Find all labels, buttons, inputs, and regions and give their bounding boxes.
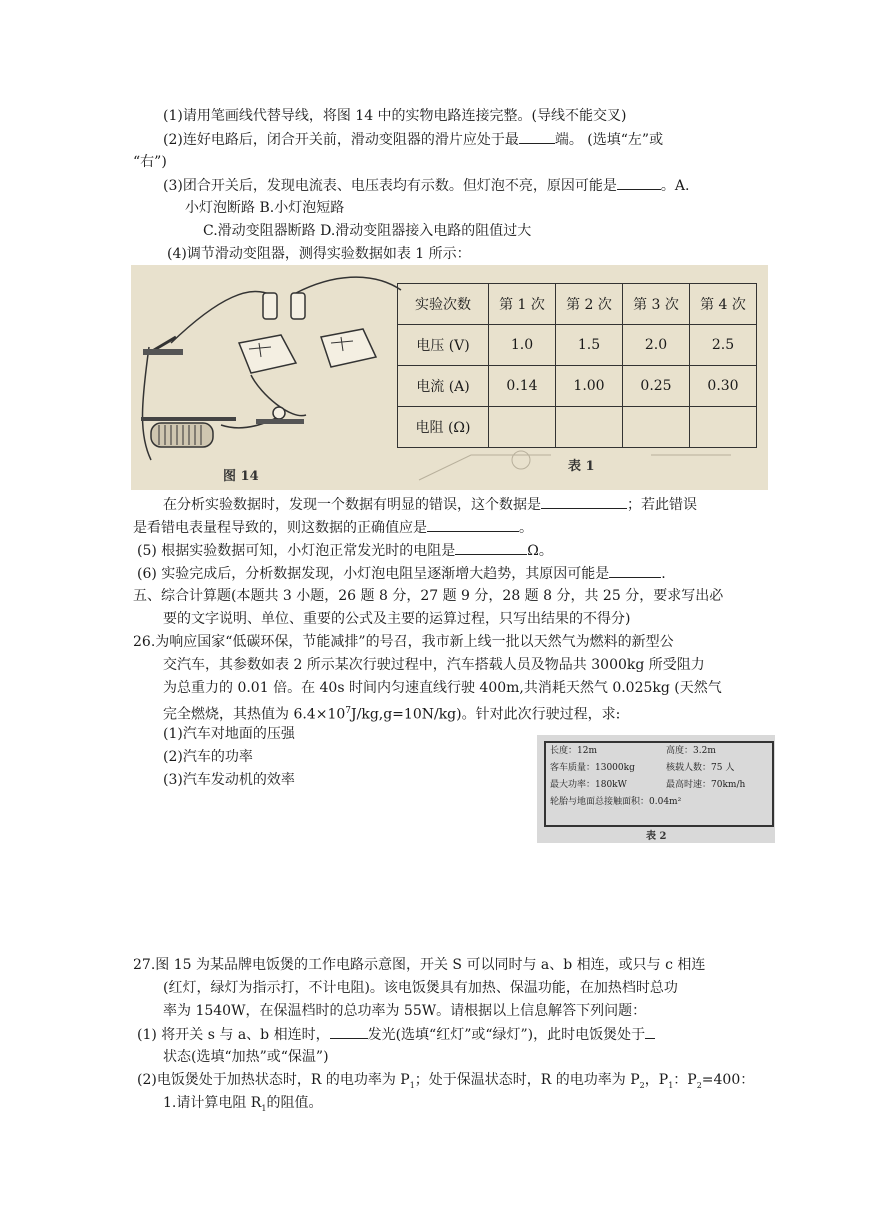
q4-correct-blank[interactable] [427, 517, 519, 532]
q5-text [137, 540, 553, 561]
q3-options-ab: 小灯泡断路 B.小灯泡短路 [185, 200, 345, 216]
q27-state-blank[interactable] [645, 1024, 655, 1039]
table-2-height: 高度：3.2m [666, 746, 716, 756]
q27-part-1a: (1) 将开关 s 与 a、b 相连时， [137, 1027, 330, 1043]
q3-text-b: 。A. [660, 178, 690, 194]
figure-14-photo [131, 265, 768, 490]
subscript: 2 [639, 1080, 645, 1090]
table-2-box [544, 741, 774, 827]
q26-text-4b: J/kg,g=10N/kg)。针对此次行驶过程，求: [351, 706, 621, 723]
table-row-label: 电压 (V) [398, 325, 489, 366]
table-header-cell: 第 2 次 [556, 284, 623, 325]
q27-part-2b: ；处于保温状态时，R 的电功率为 P [414, 1072, 640, 1088]
figure-14-caption: 图 14 [223, 469, 259, 484]
q1-text: (1)请用笔画线代替导线，将图 14 中的实物电路连接完整。(导线不能交叉) [163, 108, 627, 124]
table-2-mass: 客车质量：13000kg [550, 763, 635, 773]
q4-analysis-b: ；若此错误 [627, 497, 697, 513]
table-row-label: 电阻 (Ω) [398, 407, 489, 448]
subscript: 1 [409, 1080, 415, 1090]
q26-text-3: 为总重力的 0.01 倍。在 40s 时间内匀速直线行驶 400m,共消耗天然气 0.025kg (天然气 [163, 680, 722, 696]
table-row [398, 325, 757, 366]
table-2-caption: 表 2 [646, 831, 667, 842]
section-5-heading: 五、综合计算题(本题共 3 小题，26 题 8 分，27 题 9 分，28 题 8 分，共 25 分，要求写出必 [133, 588, 724, 604]
table-row [398, 284, 757, 325]
table-row [398, 366, 757, 407]
rheostat-icon [151, 423, 213, 447]
q2-blank[interactable] [519, 129, 555, 144]
q3-text [163, 175, 689, 196]
table-cell: 0.25 [623, 366, 690, 407]
q3-options-cd: C.滑动变阻器断路 D.滑动变阻器接入电路的阻值过大 [203, 223, 532, 239]
q26-text-1: 26.为响应国家“低碳环保，节能减排”的号召，我市新上线一批以天然气为燃料的新型公 [133, 634, 674, 650]
q27-part-2-cont-b: 的阻值。 [266, 1095, 323, 1111]
table-cell: 2.5 [690, 325, 757, 366]
table-2-power: 最大功率：180kW [550, 780, 627, 790]
q6-text-a: (6) 实验完成后，分析数据发现，小灯泡电阻呈逐渐增大趋势，其原因可能是 [137, 566, 610, 582]
q4-analysis-cont [133, 517, 533, 538]
q27-text-2: (红灯，绿灯为指示打，不计电阻)。该电饭煲具有加热、保温功能，在加热档时总功 [163, 980, 678, 996]
table-2-seats: 核载人数：75 人 [666, 763, 735, 773]
table-cell [489, 407, 556, 448]
q6-text-b: . [661, 566, 666, 582]
table-header-cell: 第 1 次 [489, 284, 556, 325]
q27-part-2a: (2)电饭煲处于加热状态时，R 的电功率为 P [137, 1072, 410, 1088]
table-header-cell: 实验次数 [398, 284, 489, 325]
battery-icon [291, 293, 305, 319]
q27-light-blank[interactable] [330, 1024, 368, 1039]
q27-text-3: 率为 1540W，在保温档时的总功率为 55W。请根据以上信息解答下列问题： [163, 1003, 647, 1019]
table-cell: 0.14 [489, 366, 556, 407]
q26-exponent: 7 [345, 706, 351, 716]
table-header-cell: 第 3 次 [623, 284, 690, 325]
q4-error-blank[interactable] [541, 494, 627, 509]
q5-blank[interactable] [455, 540, 527, 555]
table-cell: 1.00 [556, 366, 623, 407]
q27-text-1: 27.图 15 为某品牌电饭煲的工作电路示意图，开关 S 可以同时与 a、b 相连，或只与 c 相连 [133, 957, 706, 973]
table-cell [556, 407, 623, 448]
q27-part-2-cont [163, 1093, 322, 1119]
table-2-photo [537, 735, 775, 843]
section-5-instructions: 要的文字说明、单位、重要的公式及主要的运算过程，只写出结果的不得分) [163, 611, 631, 627]
q2-text-b: 端。 (选填“左”或 [554, 132, 664, 148]
q2-text [163, 129, 663, 150]
q4-analysis-text [163, 494, 697, 515]
q27-part-1-cont: 状态(选填“加热”或“保温”) [163, 1049, 329, 1065]
subscript: 1 [261, 1103, 267, 1113]
q26-text-4a: 完全燃烧，其热值为 6.4×10 [163, 706, 346, 723]
bulb-icon [273, 407, 285, 419]
table-row-label: 电流 (A) [398, 366, 489, 407]
q4-analysis-c: 是看错电表量程导致的，则这数据的正确值应是 [133, 520, 427, 536]
table-cell [623, 407, 690, 448]
q26-part-1: (1)汽车对地面的压强 [163, 726, 295, 742]
q3-blank[interactable] [617, 175, 661, 190]
subscript: 1 [668, 1080, 674, 1090]
q6-text [137, 563, 666, 584]
q4-analysis-a: 在分析实验数据时，发现一个数据有明显的错误，这个数据是 [163, 497, 541, 513]
q27-part-2-cont-a: 1.请计算电阻 R [163, 1095, 262, 1111]
q4-text: (4)调节滑动变阻器，测得实验数据如表 1 所示： [167, 246, 471, 262]
table-1 [397, 283, 757, 448]
q27-part-2c: ，P [644, 1072, 669, 1088]
q6-blank[interactable] [609, 563, 661, 578]
table-header-cell: 第 4 次 [690, 284, 757, 325]
q26-text-4 [163, 701, 620, 725]
q3-text-a: (3)团合开关后，发现电流表、电压表均有示数。但灯泡不亮，原因可能是 [163, 178, 617, 194]
q27-part-1 [137, 1024, 655, 1045]
q26-text-2: 交汽车，其参数如表 2 所示某次行驶过程中，汽车搭载人员及物品共 3000kg 所受阻力 [163, 657, 705, 673]
q5-text-b: Ω。 [527, 543, 553, 559]
q4-analysis-d: 。 [519, 520, 533, 536]
q27-part-1b: 发光(选填“红灯”或“绿灯”)，此时电饭煲处于 [367, 1027, 646, 1043]
q2-text-cont: “右”) [133, 154, 167, 170]
table-2-speed: 最高时速：70km/h [666, 780, 746, 790]
q2-text-a: (2)连好电路后，闭合开关前，滑动变阻器的滑片应处于最 [163, 132, 519, 148]
table-cell: 1.0 [489, 325, 556, 366]
table-2-length: 长度：12m [550, 746, 597, 756]
q27-part-2d: ：P [673, 1072, 697, 1088]
subscript: 2 [696, 1080, 702, 1090]
table-row [398, 407, 757, 448]
table-cell: 2.0 [623, 325, 690, 366]
table-cell: 1.5 [556, 325, 623, 366]
q26-part-3: (3)汽车发动机的效率 [163, 772, 295, 788]
table-1-caption: 表 1 [568, 459, 595, 474]
battery-icon [263, 293, 277, 319]
q26-part-2: (2)汽车的功率 [163, 749, 253, 765]
table-cell [690, 407, 757, 448]
q27-part-2e: =400： [701, 1072, 755, 1088]
table-2-tire: 轮胎与地面总接触面积：0.04m² [550, 797, 682, 807]
q5-text-a: (5) 根据实验数据可知，小灯泡正常发光时的电阻是 [137, 543, 456, 559]
table-cell: 0.30 [690, 366, 757, 407]
q27-part-2 [137, 1070, 754, 1096]
